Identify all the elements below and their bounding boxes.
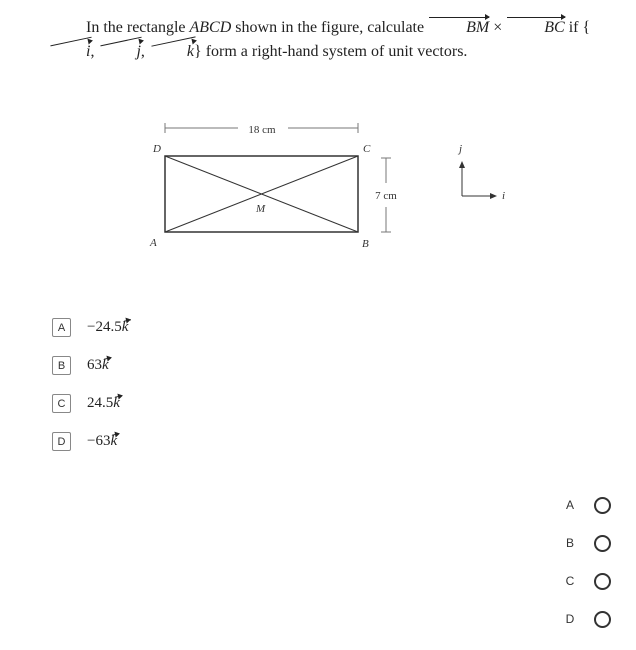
radio-label: D xyxy=(565,612,575,626)
vector-bc: BC xyxy=(506,16,564,40)
option-value: −63k xyxy=(87,433,118,449)
vertex-c: C xyxy=(363,143,371,155)
option-letter: C xyxy=(52,394,71,413)
option-value: 24.5k xyxy=(87,395,120,411)
radio-label: A xyxy=(565,498,574,512)
question-text: In the rectangle ABCD shown in the figure, calculate BM × BC if {i, j, k} form a right-hand system of unit vectors. xyxy=(48,16,618,64)
radio-button-b[interactable] xyxy=(594,535,611,552)
height-label: 7 cm xyxy=(375,190,397,202)
answer-options xyxy=(52,316,128,468)
radio-button-c[interactable] xyxy=(594,573,611,590)
question-if: if { xyxy=(564,19,591,36)
radio-label: B xyxy=(565,536,574,550)
radio-row-a xyxy=(560,492,611,518)
rectangle-name: ABCD xyxy=(189,19,232,36)
cross-symbol: × xyxy=(489,19,507,36)
radio-button-d[interactable] xyxy=(594,611,611,628)
option-c[interactable] xyxy=(52,392,128,415)
answer-radio-group xyxy=(560,492,611,644)
radio-row-d xyxy=(560,606,611,632)
option-b[interactable] xyxy=(52,354,128,377)
unit-vector-k: k xyxy=(149,40,194,64)
question-tail: } form a right-hand system of unit vectors. xyxy=(194,43,468,60)
radio-button-a[interactable] xyxy=(594,497,611,514)
option-value: 63k xyxy=(87,357,109,373)
option-letter: D xyxy=(52,432,71,451)
vertex-b: B xyxy=(362,238,369,250)
length-dimension xyxy=(165,123,358,136)
option-letter: A xyxy=(52,318,71,337)
midpoint-m: M xyxy=(256,203,266,215)
unit-vector-i: i xyxy=(48,40,90,64)
option-letter: B xyxy=(52,356,71,375)
question-intro: In the rectangle xyxy=(86,19,190,36)
option-a[interactable] xyxy=(52,316,128,339)
radio-label: C xyxy=(565,574,575,588)
vertex-a: A xyxy=(150,237,157,249)
radio-row-b xyxy=(560,530,611,556)
rectangle-figure xyxy=(0,0,636,300)
vertex-d: D xyxy=(153,143,161,155)
unit-vector-j: j xyxy=(98,40,140,64)
radio-row-c xyxy=(560,568,611,594)
height-dimension xyxy=(375,158,397,232)
question-middle: shown in the figure, calculate xyxy=(231,19,429,36)
vector-bm: BM xyxy=(428,16,489,40)
axis-j-label: j xyxy=(459,143,463,155)
length-label: 18 cm xyxy=(248,124,276,136)
option-value: −24.5k xyxy=(87,319,129,335)
axes-icon xyxy=(457,143,505,202)
axis-i-label: i xyxy=(502,190,506,202)
option-d[interactable] xyxy=(52,430,128,453)
